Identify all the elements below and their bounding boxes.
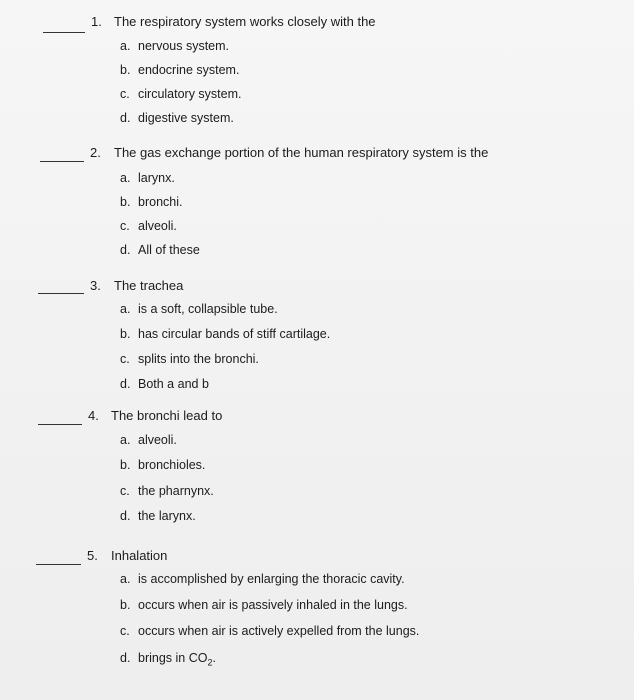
option-d: d. brings in $CO_2$. (120, 651, 216, 668)
option-b: b. bronchioles. (120, 458, 206, 472)
option-b: b. endocrine system. (120, 63, 240, 77)
option-b: b. bronchi. (120, 195, 183, 209)
option-b: b. occurs when air is passively inhaled in the lungs. (120, 598, 408, 612)
option-d: d. digestive system. (120, 111, 234, 125)
option-b: b. has circular bands of stiff cartilage. (120, 327, 331, 341)
answer-blank[interactable] (38, 424, 82, 425)
question-number: 4. (88, 408, 99, 423)
option-a: a. alveoli. (120, 433, 177, 447)
question-stem: The bronchi lead to (111, 408, 223, 423)
question-number: 3. (90, 278, 101, 293)
option-d: d. All of these (120, 243, 200, 257)
option-a: a. is a soft, collapsible tube. (120, 302, 278, 316)
question-stem: The trachea (114, 278, 184, 293)
option-d: d. Both a and b (120, 377, 209, 391)
option-a: a. larynx. (120, 171, 175, 185)
option-a: a. nervous system. (120, 39, 230, 53)
option-c: c. occurs when air is actively expelled from the lungs. (120, 624, 420, 638)
answer-blank[interactable] (40, 161, 84, 162)
answer-blank[interactable] (43, 32, 85, 33)
question-stem: The gas exchange portion of the human respiratory system is the (114, 145, 489, 160)
question-stem: The respiratory system works closely with the (114, 14, 376, 29)
answer-blank[interactable] (38, 293, 84, 294)
option-d: d. the larynx. (120, 509, 196, 523)
question-stem: Inhalation (111, 548, 168, 563)
question-number: 1. (91, 14, 102, 29)
option-c: c. alveoli. (120, 219, 177, 233)
option-c: c. splits into the bronchi. (120, 352, 259, 366)
question-number: 5. (87, 548, 98, 563)
question-number: 2. (90, 145, 101, 160)
answer-blank[interactable] (36, 564, 81, 565)
option-c: c. circulatory system. (120, 87, 242, 101)
option-c: c. the pharnynx. (120, 484, 214, 498)
option-a: a. is accomplished by enlarging the thoracic cavity. (120, 572, 405, 586)
